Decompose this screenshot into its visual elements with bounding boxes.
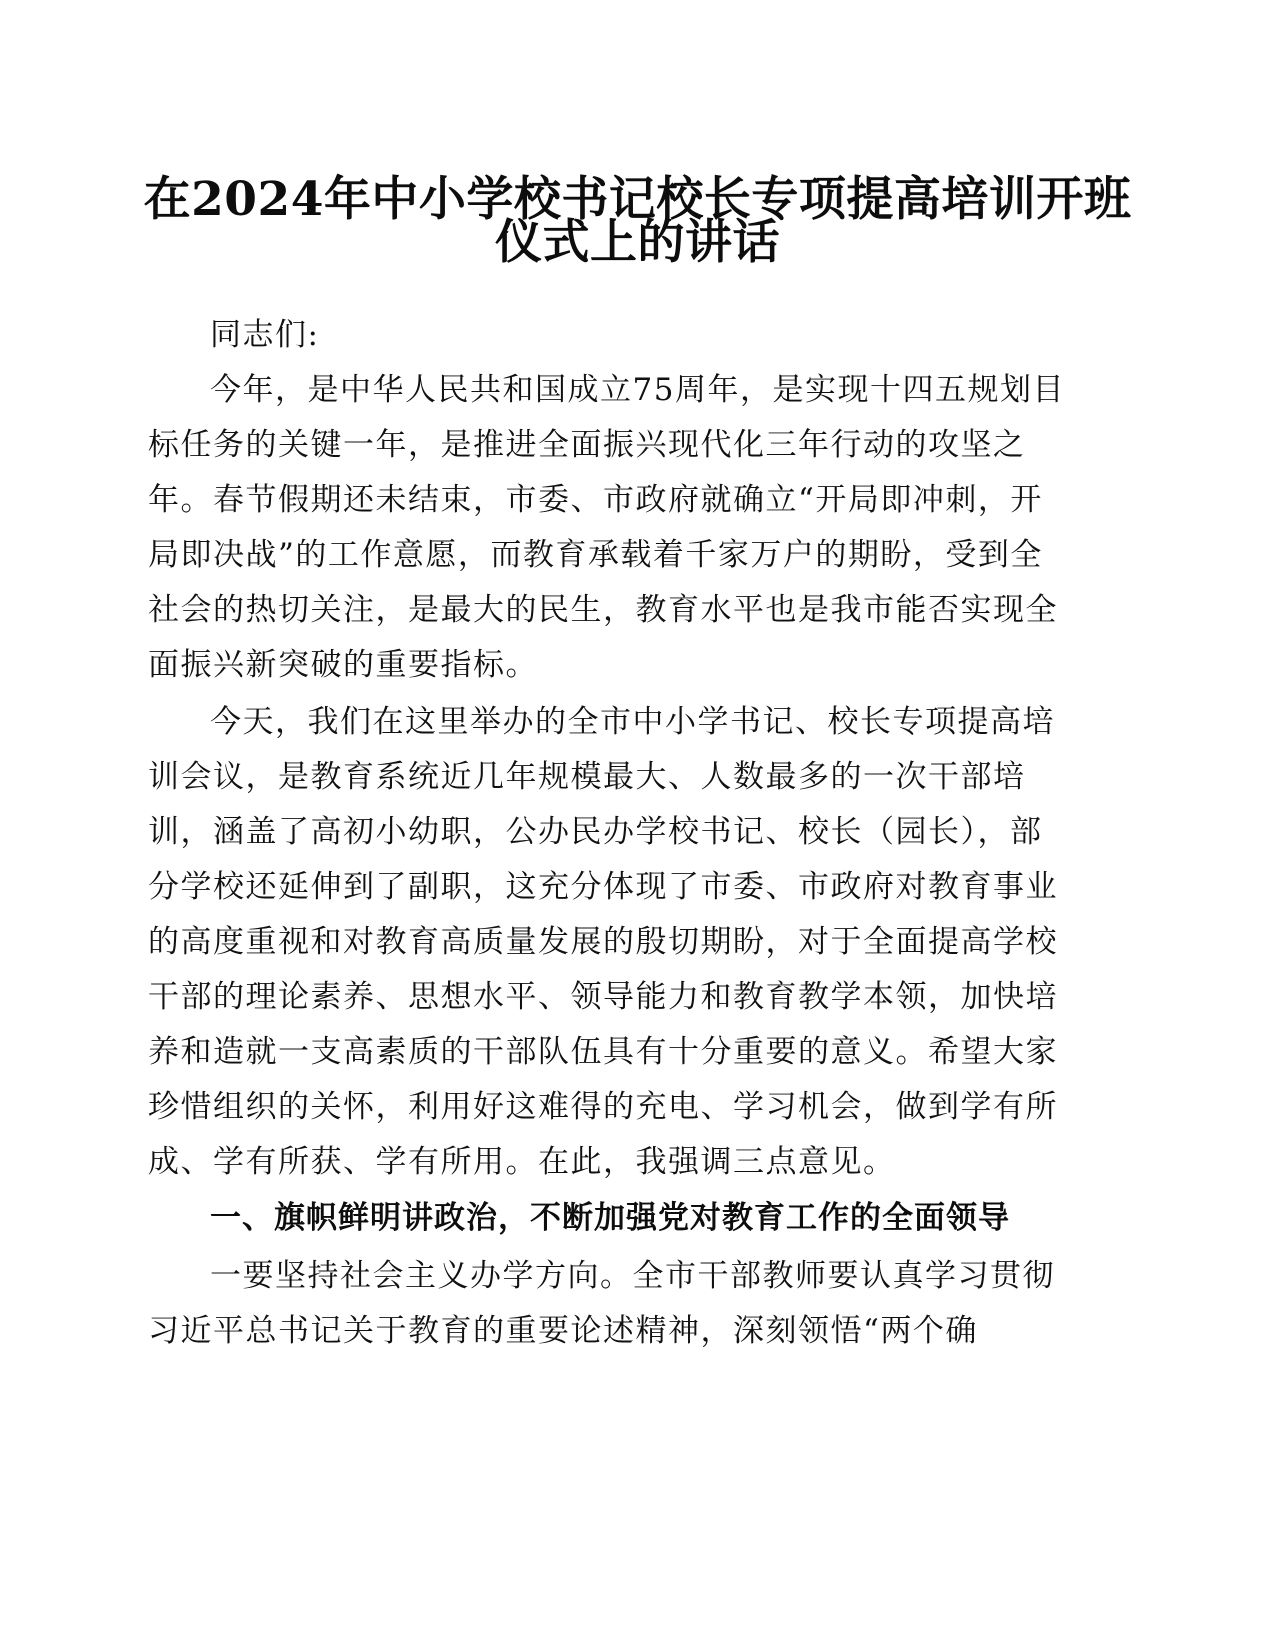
document-title-line-1: 在2024年中小学校书记校长专项提高培训开班: [143, 172, 1132, 227]
document-title-line-2: 仪式上的讲话: [495, 215, 780, 270]
paragraph-2-line: 的高度重视和对教育高质量发展的殷切期盼，对于全面提高学校: [148, 924, 1058, 960]
paragraph-2-line: 分学校还延伸到了副职，这充分体现了市委、市政府对教育事业: [148, 869, 1058, 905]
paragraph-1-line: 社会的热切关注，是最大的民生，教育水平也是我市能否实现全: [148, 592, 1058, 628]
paragraph-2-line: 珍惜组织的关怀，利用好这难得的充电、学习机会，做到学有所: [148, 1089, 1058, 1125]
paragraph-1-line: 标任务的关键一年，是推进全面振兴现代化三年行动的攻坚之: [148, 427, 1026, 463]
paragraph-2-line: 训会议，是教育系统近几年规模最大、人数最多的一次干部培: [148, 759, 1026, 795]
paragraph-3-line: 习近平总书记关于教育的重要论述精神，深刻领悟“两个确: [148, 1313, 978, 1349]
paragraph-2-line: 干部的理论素养、思想水平、领导能力和教育教学本领，加快培: [148, 979, 1058, 1015]
paragraph-2-line: 养和造就一支高素质的干部队伍具有十分重要的意义。希望大家: [148, 1034, 1058, 1070]
paragraph-2-line: 成、学有所获、学有所用。在此，我强调三点意见。: [148, 1144, 896, 1180]
salutation: 同志们:: [210, 317, 320, 353]
paragraph-2-line: 训，涵盖了高初小幼职，公办民办学校书记、校长（园长），部: [148, 814, 1043, 850]
paragraph-1-line: 年。春节假期还未结束，市委、市政府就确立“开局即冲刺，开: [148, 482, 1043, 518]
paragraph-3-line: 一要坚持社会主义办学方向。全市干部教师要认真学习贯彻: [210, 1258, 1055, 1294]
paragraph-1-line: 今年，是中华人民共和国成立75周年，是实现十四五规划目: [210, 372, 1065, 408]
section-heading-1: 一、旗帜鲜明讲政治，不断加强党对教育工作的全面领导: [210, 1200, 1010, 1236]
paragraph-2-line: 今天，我们在这里举办的全市中小学书记、校长专项提高培: [210, 704, 1055, 740]
paragraph-1-line: 局即决战”的工作意愿，而教育承载着千家万户的期盼，受到全: [148, 537, 1043, 573]
paragraph-1-line: 面振兴新突破的重要指标。: [148, 647, 538, 683]
